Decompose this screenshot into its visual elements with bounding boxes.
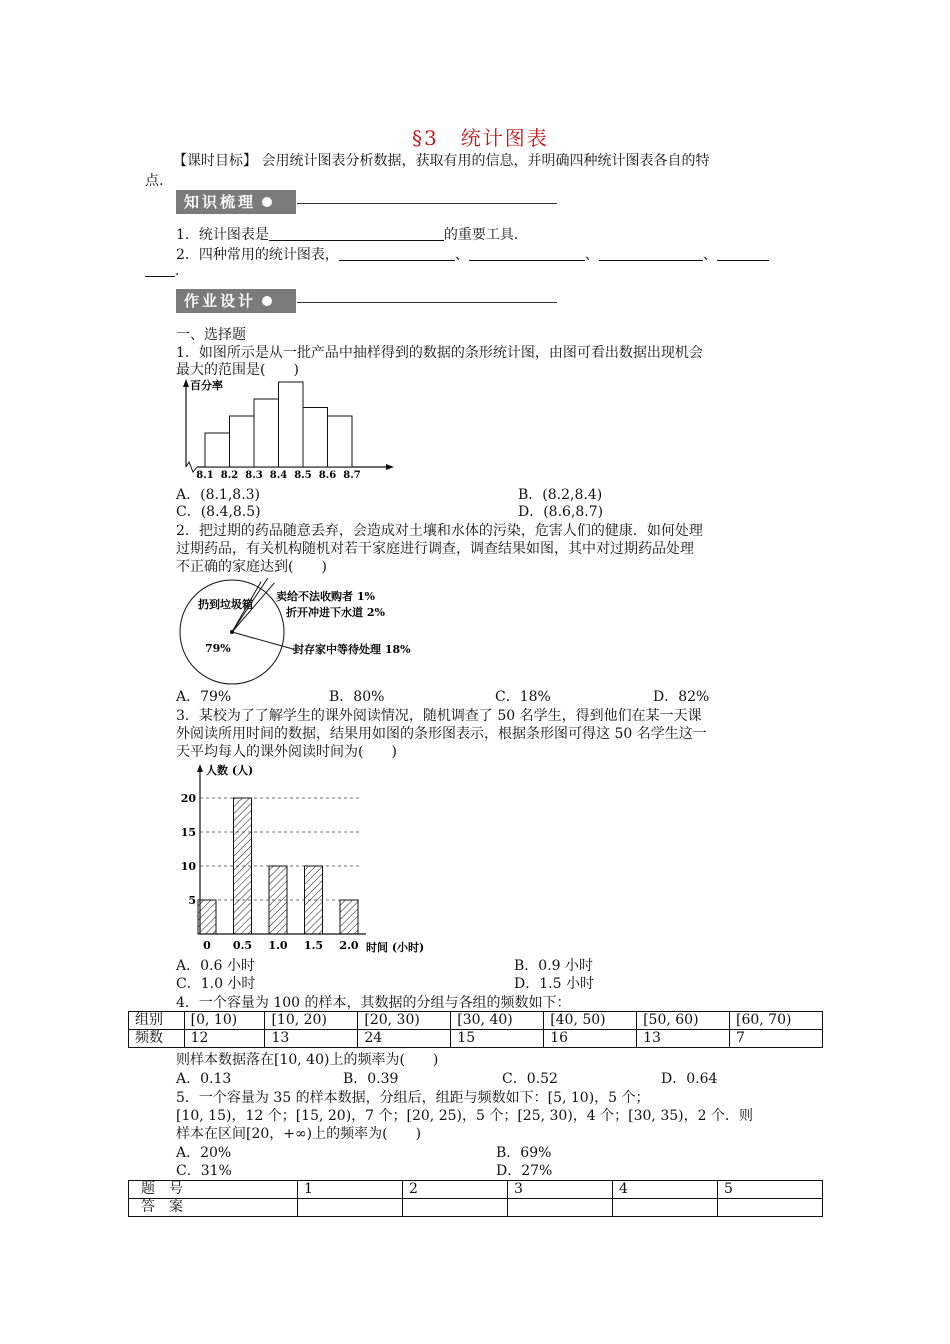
knowledge-item1-suffix: 的重要工具. bbox=[443, 227, 519, 243]
q3-xtick-label: 0.5 bbox=[232, 939, 253, 952]
q1-bar bbox=[230, 416, 255, 467]
q2-text-line1: 2．把过期的药品随意丢弃，会造成对土壤和水体的污染，危害人们的健康．如何处理 bbox=[176, 523, 703, 539]
q1-tick-label: 8.4 bbox=[269, 470, 288, 481]
q1-bar bbox=[205, 433, 230, 467]
q3-text-line2: 外阅读所用时间的数据，结果用如图的条形图表示，根据条形图可得这 50 名学生这一 bbox=[176, 726, 707, 742]
table-cell: 频数 bbox=[129, 1030, 185, 1048]
q2-pie-chart bbox=[176, 578, 476, 688]
fill-blank-5-cont[interactable] bbox=[145, 262, 175, 277]
q3-bar bbox=[198, 900, 216, 934]
q3-xtick-label: 2.0 bbox=[339, 939, 359, 952]
separator: 、 bbox=[584, 247, 599, 263]
q2-option-c[interactable]: C．18% bbox=[495, 689, 551, 705]
fill-blank-2[interactable] bbox=[339, 246, 455, 261]
table-cell: 3 bbox=[508, 1181, 613, 1199]
pie-slice-boundary bbox=[232, 632, 295, 649]
q3-option-d[interactable]: D．1.5 小时 bbox=[514, 976, 594, 992]
fill-blank-3[interactable] bbox=[469, 246, 585, 261]
table-cell: [30, 40) bbox=[451, 1012, 544, 1030]
bullet-dot-icon bbox=[262, 197, 272, 207]
q1-text-line1: 1．如图所示是从一批产品中抽样得到的数据的条形统计图，由图可看出数据出现机会 bbox=[176, 345, 703, 361]
answer-cell[interactable] bbox=[718, 1199, 823, 1217]
table-cell: 2 bbox=[403, 1181, 508, 1199]
q4-option-b[interactable]: B．0.39 bbox=[343, 1071, 399, 1087]
knowledge-item-2 bbox=[176, 244, 769, 264]
q1-option-d[interactable]: D．(8.6,8.7) bbox=[518, 504, 604, 520]
fill-blank-1[interactable] bbox=[269, 226, 444, 241]
fill-blank-4[interactable] bbox=[599, 246, 703, 261]
q5-text-line3: 样本在区间[20，+∞)上的频率为( ) bbox=[176, 1126, 422, 1142]
q5-option-a[interactable]: A．20% bbox=[176, 1145, 232, 1161]
knowledge-banner bbox=[176, 190, 296, 214]
knowledge-item1-prefix: 1．统计图表是 bbox=[176, 227, 269, 243]
q3-ytick-label: 10 bbox=[180, 860, 196, 873]
q5-text-line2: [10, 15)，12 个；[15, 20)，7 个；[20, 25)，5 个；[25, 30)，4 个；[30, 35)，2 个．则 bbox=[176, 1108, 753, 1124]
knowledge-rule bbox=[297, 203, 557, 204]
q3-ytick-label: 15 bbox=[180, 826, 196, 839]
q1-y-arrow-icon bbox=[183, 379, 189, 387]
pie-label-79: 79% bbox=[205, 642, 231, 655]
q5-option-b[interactable]: B．69% bbox=[496, 1145, 552, 1161]
knowledge-banner-label: 知识梳理 bbox=[184, 193, 257, 211]
q4-option-c[interactable]: C．0.52 bbox=[502, 1071, 558, 1087]
table-cell: 24 bbox=[358, 1030, 451, 1048]
q3-option-b[interactable]: B．0.9 小时 bbox=[514, 958, 594, 974]
objective-text: 会用统计图表分析数据，获取有用的信息，并明确四种统计图表各自的特 bbox=[261, 153, 710, 169]
q1-tick-label: 8.1 bbox=[196, 470, 214, 481]
section-heading: 一、选择题 bbox=[176, 327, 246, 343]
q1-option-c[interactable]: C．(8.4,8.5) bbox=[176, 504, 261, 520]
table-cell: 13 bbox=[637, 1030, 730, 1048]
q2-option-a[interactable]: A．79% bbox=[176, 689, 232, 705]
q2-text-line3: 不正确的家庭达到( ) bbox=[176, 559, 327, 575]
q1-option-b[interactable]: B．(8.2,8.4) bbox=[518, 487, 603, 503]
separator: 、 bbox=[454, 247, 469, 263]
q3-y-arrow-icon bbox=[197, 764, 203, 772]
pie-label-trash: 扔到垃圾箱 bbox=[198, 598, 253, 611]
objective-label: 【课时目标】 bbox=[173, 153, 257, 169]
table-row bbox=[129, 1199, 823, 1217]
table-row bbox=[129, 1181, 823, 1199]
q3-bar bbox=[234, 798, 252, 934]
homework-rule bbox=[297, 302, 557, 303]
q2-option-b[interactable]: B．80% bbox=[329, 689, 385, 705]
pie-label-store: 封存家中等待处理 18% bbox=[293, 643, 411, 656]
knowledge-item-2-cont bbox=[145, 262, 179, 279]
table-cell: 7 bbox=[730, 1030, 823, 1048]
answer-cell[interactable] bbox=[403, 1199, 508, 1217]
answer-cell[interactable] bbox=[613, 1199, 718, 1217]
q3-bar bbox=[269, 866, 287, 934]
q1-tick-label: 8.5 bbox=[294, 470, 312, 481]
table-cell: 13 bbox=[265, 1030, 358, 1048]
q4-option-d[interactable]: D．0.64 bbox=[661, 1071, 718, 1087]
q3-xlabel: 时间 (小时) bbox=[366, 941, 425, 954]
q3-option-c[interactable]: C．1.0 小时 bbox=[176, 976, 256, 992]
answer-cell[interactable] bbox=[508, 1199, 613, 1217]
table-cell: 15 bbox=[451, 1030, 544, 1048]
q3-xtick-label: 0 bbox=[203, 939, 211, 952]
homework-banner bbox=[176, 289, 296, 313]
pie-label-sell: 卖给不法收购者 1% bbox=[276, 590, 375, 603]
q3-text-line3: 天平均每人的课外阅读时间为( ) bbox=[176, 744, 397, 760]
q5-option-c[interactable]: C．31% bbox=[176, 1163, 232, 1179]
q2-option-d[interactable]: D．82% bbox=[653, 689, 710, 705]
q1-tick-label: 8.3 bbox=[245, 470, 263, 481]
table-cell: 答 案 bbox=[129, 1199, 298, 1217]
table-cell: 1 bbox=[298, 1181, 403, 1199]
q1-option-a[interactable]: A．(8.1,8.3) bbox=[176, 487, 261, 503]
table-cell: 16 bbox=[544, 1030, 637, 1048]
q1-bar-chart bbox=[176, 375, 406, 485]
q1-ylabel: 百分率 bbox=[190, 379, 223, 392]
q1-x-arrow-icon bbox=[386, 464, 394, 470]
q1-tick-label: 8.7 bbox=[343, 470, 361, 481]
q1-tick-label: 8.6 bbox=[318, 470, 337, 481]
q5-option-d[interactable]: D．27% bbox=[496, 1163, 553, 1179]
q3-ylabel: 人数 (人) bbox=[206, 764, 254, 777]
table-cell: 4 bbox=[613, 1181, 718, 1199]
table-cell: 题 号 bbox=[129, 1181, 298, 1199]
q1-bar bbox=[328, 416, 353, 467]
table-cell: [20, 30) bbox=[358, 1012, 451, 1030]
q1-tick-label: 8.2 bbox=[220, 470, 239, 481]
table-cell: [40, 50) bbox=[544, 1012, 637, 1030]
q2-text-line2: 过期药品，有关机构随机对若干家庭进行调查，调查结果如图，其中对过期药品处理 bbox=[176, 541, 694, 557]
table-cell: [60, 70) bbox=[730, 1012, 823, 1030]
q4-text-line2: 则样本数据落在[10, 40)上的频率为( ) bbox=[176, 1052, 439, 1068]
answer-cell[interactable] bbox=[298, 1199, 403, 1217]
knowledge-item-1 bbox=[176, 224, 518, 244]
pie-center-dot bbox=[230, 630, 234, 634]
q4-option-a[interactable]: A．0.13 bbox=[176, 1071, 232, 1087]
separator: 、 bbox=[702, 247, 717, 263]
q3-ytick-label: 5 bbox=[188, 894, 196, 907]
q1-text-line2: 最大的范围是( ) bbox=[176, 362, 299, 378]
table-cell: 5 bbox=[718, 1181, 823, 1199]
q3-xtick-label: 1.5 bbox=[303, 939, 324, 952]
q1-bar bbox=[303, 408, 328, 468]
knowledge-item2-prefix: 2．四种常用的统计图表， bbox=[176, 247, 339, 263]
homework-banner-label: 作业设计 bbox=[184, 292, 257, 310]
table-cell: [50, 60) bbox=[637, 1012, 730, 1030]
q3-option-a[interactable]: A．0.6 小时 bbox=[176, 958, 255, 974]
fill-blank-5[interactable] bbox=[717, 246, 769, 261]
table-row bbox=[129, 1012, 823, 1030]
q4-frequency-table bbox=[128, 1011, 823, 1048]
table-row bbox=[129, 1030, 823, 1048]
bullet-dot-icon bbox=[262, 296, 272, 306]
table-cell: 12 bbox=[184, 1030, 265, 1048]
table-cell: 组别 bbox=[129, 1012, 185, 1030]
q3-ytick-label: 20 bbox=[180, 792, 196, 805]
q3-xtick-label: 1.0 bbox=[268, 939, 288, 952]
q5-text-line1: 5．一个容量为 35 的样本数据，分组后，组距与频数如下：[5, 10)，5 个； bbox=[176, 1090, 650, 1106]
q1-bar bbox=[254, 399, 279, 467]
answer-table bbox=[128, 1180, 823, 1217]
period: . bbox=[175, 263, 180, 279]
q3-bar-chart bbox=[176, 758, 446, 958]
q4-text-line1: 4．一个容量为 100 的样本，其数据的分组与各组的频数如下： bbox=[176, 995, 571, 1011]
q3-text-line1: 3．某校为了了解学生的课外阅读情况，随机调查了 50 名学生，得到他们在某一天课 bbox=[176, 708, 702, 724]
objective-line1 bbox=[173, 150, 709, 170]
page-title: §3 统计图表 bbox=[412, 126, 549, 150]
table-cell: [0, 10) bbox=[184, 1012, 265, 1030]
objective-line2: 点. bbox=[145, 173, 164, 189]
q1-bar bbox=[279, 382, 304, 467]
q3-bar bbox=[340, 900, 358, 934]
table-cell: [10, 20) bbox=[265, 1012, 358, 1030]
q3-bar bbox=[305, 866, 323, 934]
pie-label-flush: 折开冲进下水道 2% bbox=[286, 606, 385, 619]
